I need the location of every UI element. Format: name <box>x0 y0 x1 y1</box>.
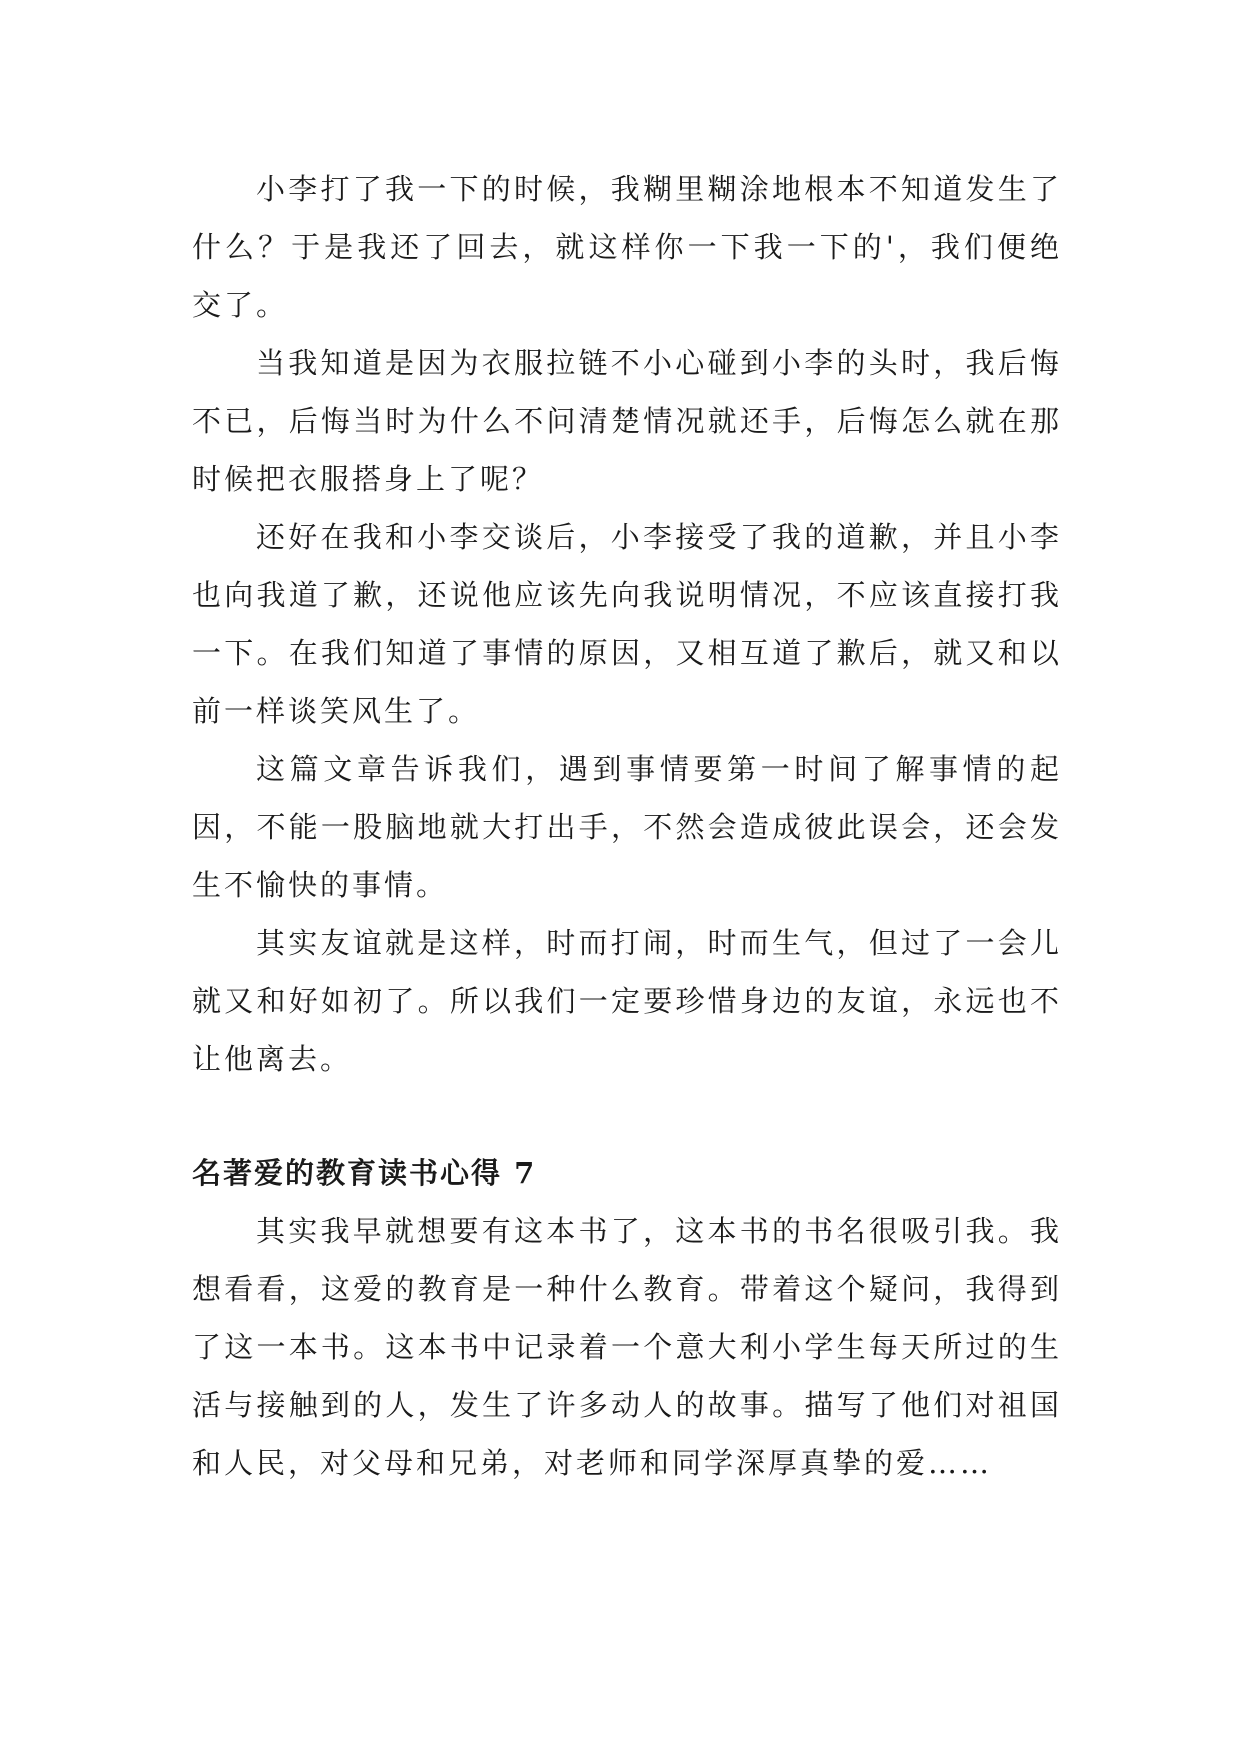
paragraph: 其实友谊就是这样，时而打闹，时而生气，但过了一会儿就又和好如初了。所以我们一定要珍惜身边的友谊，永远也不让他离去。 <box>192 926 1062 1076</box>
paragraph: 小李打了我一下的时候，我糊里糊涂地根本不知道发生了什么？于是我还了回去，就这样你一下我一下的'，我们便绝交了。 <box>192 172 1062 322</box>
paragraph: 这篇文章告诉我们，遇到事情要第一时间了解事情的起因，不能一股脑地就大打出手，不然会造成彼此误会，还会发生不愉快的事情。 <box>192 752 1062 902</box>
paragraph: 其实我早就想要有这本书了，这本书的书名很吸引我。我想看看，这爱的教育是一种什么教育。带着这个疑问，我得到了这一本书。这本书中记录着一个意大利小学生每天所过的生活与接触到的人，发生了许多动人的故事。描写了他们对祖国和人民，对父母和兄弟，对老师和同学深厚真挚的爱…… <box>192 1214 1062 1480</box>
document-body <box>192 160 1062 1492</box>
paragraph: 还好在我和小李交谈后，小李接受了我的道歉，并且小李也向我道了歉，还说他应该先向我说明情况，不应该直接打我一下。在我们知道了事情的原因，又相互道了歉后，就又和以前一样谈笑风生了。 <box>192 520 1062 728</box>
section-spacer <box>192 1088 1062 1144</box>
section-title: 名著爱的教育读书心得 7 <box>192 1156 537 1190</box>
paragraph: 当我知道是因为衣服拉链不小心碰到小李的头时，我后悔不已，后悔当时为什么不问清楚情况就还手，后悔怎么就在那时候把衣服搭身上了呢？ <box>192 346 1062 496</box>
